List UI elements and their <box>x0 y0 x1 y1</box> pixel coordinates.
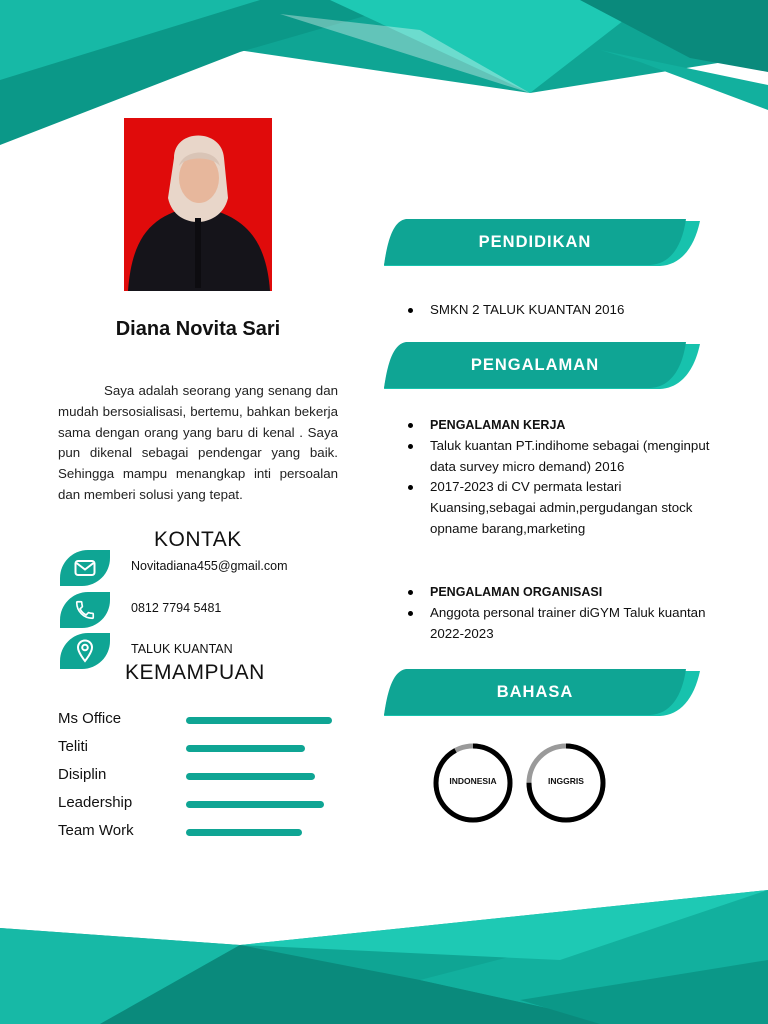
profile-photo <box>124 118 272 291</box>
work-experience-heading: PENGALAMAN KERJA <box>405 415 725 436</box>
phone-icon <box>60 592 110 628</box>
skill-label: Teliti <box>58 738 89 755</box>
skill-bar <box>186 773 315 780</box>
skill-row <box>58 710 348 732</box>
skills-heading: KEMAMPUAN <box>125 661 265 684</box>
skill-label: Disiplin <box>58 766 107 783</box>
skill-row <box>58 794 348 816</box>
skill-label: Team Work <box>58 822 134 839</box>
contact-location: TALUK KUANTAN <box>131 642 233 656</box>
language-label: INGGRIS <box>548 776 584 786</box>
language-ring <box>523 740 609 826</box>
location-pin-icon <box>60 633 110 669</box>
skill-row <box>58 822 348 844</box>
organization-experience-item: Anggota personal trainer diGYM Taluk kuantan 2022-2023 <box>405 603 725 645</box>
work-experience-item: Taluk kuantan PT.indihome sebagai (menginput data survey micro demand) 2016 <box>405 436 725 478</box>
work-experience-list <box>405 415 725 540</box>
organization-experience-list <box>405 582 725 644</box>
experience-ribbon <box>384 342 700 390</box>
contact-phone: 0812 7794 5481 <box>131 601 222 615</box>
mail-icon <box>60 550 110 586</box>
education-heading: PENDIDIKAN <box>478 233 592 251</box>
experience-heading: PENGALAMAN <box>470 356 600 374</box>
skill-row <box>58 766 348 788</box>
skill-label: Leadership <box>58 794 133 811</box>
education-ribbon <box>384 219 700 267</box>
person-silhouette <box>124 118 272 291</box>
language-label: INDONESIA <box>449 776 497 786</box>
work-experience-item: 2017-2023 di CV permata lestari Kuansing,sebagai admin,pergudangan stock opname barang,marketing <box>405 477 725 539</box>
skill-bar <box>186 745 305 752</box>
skill-label: Ms Office <box>58 710 122 727</box>
education-item: SMKN 2 TALUK KUANTAN 2016 <box>405 300 725 321</box>
profile-summary: Saya adalah seorang yang senang dan mudah bersosialisasi, bertemu, bahkan bekerja sama dengan orang yang baru di kenal . Saya pun dikenal sebagai pendengar yang baik. Sehingga mampu menangkap inti persoalan dan memberi solusi yang tepat. <box>58 383 338 502</box>
contact-heading: KONTAK <box>154 528 242 551</box>
skill-row <box>58 738 348 760</box>
skill-bar <box>186 829 302 836</box>
skill-bar <box>186 717 332 724</box>
languages-ribbon <box>384 669 700 717</box>
contact-email[interactable]: Novitadiana455@gmail.com <box>131 559 288 573</box>
organization-experience-heading: PENGALAMAN ORGANISASI <box>405 582 725 603</box>
footer-decoration <box>0 890 768 1024</box>
candidate-name: Diana Novita Sari <box>115 318 281 340</box>
education-list <box>405 300 725 321</box>
languages-heading: BAHASA <box>496 683 574 701</box>
language-ring <box>430 740 516 826</box>
skill-bar <box>186 801 324 808</box>
header-decoration <box>0 0 768 150</box>
